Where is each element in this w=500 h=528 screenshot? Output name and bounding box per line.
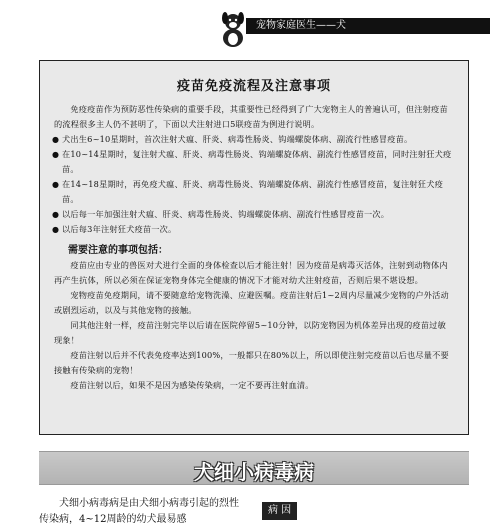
step-item: ● 以后每3年注射狂犬疫苗一次。 [54, 222, 454, 237]
note-paragraph: 宠物疫苗免疫期间，请不要随意给宠物洗澡、应避医嘱。疫苗注射后1~2周内尽量减少宠物的户外活动或剧烈运动，以及与其他宠物的接触。 [54, 290, 449, 315]
section-body-text: 犬细小病毒病是由犬细小病毒引起的烈性传染病，4~12周龄的幼犬最易感 [39, 498, 239, 525]
intro-paragraph: 免疫疫苗作为预防恶性传染病的重要手段，其重要性已经得到了广大宠物主人的普遍认可，但注射疫苗的流程很多主人仍不甚明了，下面以犬注射进口5联疫苗为例进行说明。 [54, 104, 448, 129]
note-paragraph: 疫苗注射以后，如果不是因为感染传染病，一定不要再注射血清。 [70, 380, 314, 390]
step-item: ● 在10~14星期时，复注射犬瘟、肝炎、病毒性肠炎、钩端螺旋体病、副流行性感冒疫苗，同时注射狂犬疫苗。 [54, 147, 454, 177]
box-title: 疫苗免疫流程及注意事项 [176, 79, 331, 94]
chapter-header-bar [246, 18, 490, 34]
notes-title: 需要注意的事项包括： [68, 245, 168, 256]
vaccine-info-box [39, 60, 469, 435]
note-paragraph: 疫苗应由专业的兽医对犬进行全面的身体检查以后才能注射！因为疫苗是病毒灭活体，注射到动物体内再产生抗体，所以必须在保证宠物身体完全健康的情况下才能对幼犬注射疫苗，否则后果不堪设想。 [54, 260, 448, 285]
step-item: ● 以后每一年加强注射犬瘟、肝炎、病毒性肠炎、钩端螺旋体病、副流行性感冒疫苗一次。 [54, 207, 454, 222]
step-item: ● 在14~18星期时，再免疫犬瘟、肝炎、病毒性肠炎、钩端螺旋体病、副流行性感冒疫苗，复注射狂犬疫苗。 [54, 177, 454, 207]
section-title: 犬细小病毒病 [194, 460, 314, 484]
note-paragraph: 同其他注射一样，疫苗注射完毕以后请在医院停留5~10分钟，以防宠物因为机体差异出现的疫苗过敏现象！ [54, 320, 446, 345]
section-title-band [39, 451, 469, 485]
chapter-header-label: 宠物家庭医生——犬 [256, 20, 346, 31]
step-item: ● 犬出生6~10星期时，首次注射犬瘟、肝炎、病毒性肠炎、钩端螺旋体病、副流行性感冒疫苗。 [54, 132, 454, 147]
note-paragraph: 疫苗注射以后并不代表免疫率达到100%，一般都只在80%以上，所以即使注射完疫苗以后也尽量不要接触有传染病的宠物！ [54, 350, 449, 375]
cause-tag: 病 因 [262, 502, 297, 520]
